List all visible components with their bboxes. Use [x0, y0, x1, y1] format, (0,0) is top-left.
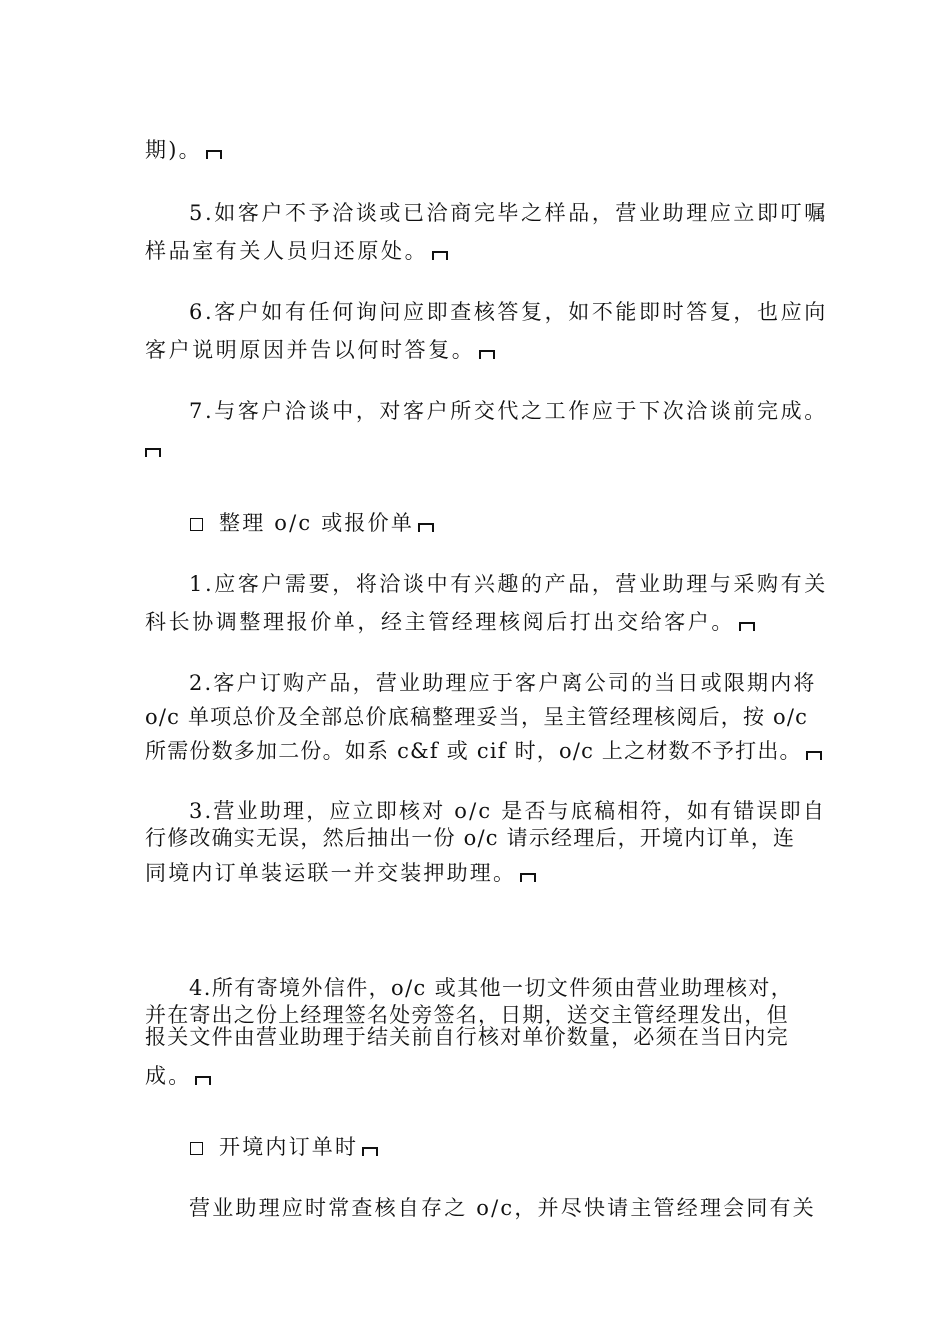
line-text: 并在寄出之份上经理签名处旁签名，日期，送交主管经理发出，但 — [145, 1003, 789, 1027]
line-text: 所需份数多加二份。如系 c&f 或 cif 时，o/c 上之材数不予打出。 — [145, 739, 802, 763]
line-text: 样品室有关人员归还原处。 — [145, 239, 429, 263]
line-text: 7.与客户洽谈中，对客户所交代之工作应于下次洽谈前完成。 — [189, 399, 828, 423]
paragraph-line — [189, 668, 817, 698]
paragraph-line — [145, 1022, 810, 1052]
line-text: 4.所有寄境外信件，o/c 或其他一切文件须由营业助理核对， — [189, 976, 794, 1000]
line-text: 同境内订单装运联一并交装押助理。 — [145, 861, 517, 885]
paragraph-mark-icon — [206, 150, 222, 159]
paragraph-line — [189, 569, 828, 599]
paragraph-line — [189, 396, 828, 426]
paragraph-line — [189, 973, 810, 1003]
paragraph-line — [145, 702, 810, 732]
heading-text: 开境内订单时 — [219, 1135, 359, 1159]
line-text: 科长协调整理报价单，经主管经理核阅后打出交给客户。 — [145, 610, 735, 634]
paragraph-line — [145, 1061, 810, 1091]
section-heading — [190, 1132, 855, 1162]
paragraph-mark-icon — [362, 1147, 378, 1156]
paragraph-line — [145, 335, 810, 365]
section-heading — [190, 508, 855, 538]
paragraph-line — [145, 236, 810, 266]
paragraph-mark-icon — [432, 251, 448, 260]
paragraph-line — [189, 297, 828, 327]
paragraph-mark-icon — [739, 622, 755, 631]
line-text: 报关文件由营业助理于结关前自行核对单价数量，必须在当日内完 — [145, 1025, 789, 1049]
paragraph-mark-icon — [145, 448, 161, 457]
line-text: 1.应客户需要，将洽谈中有兴趣的产品，营业助理与采购有关 — [189, 572, 828, 596]
paragraph-line — [145, 135, 810, 165]
line-text: 营业助理应时常查核自存之 o/c，并尽快请主管经理会同有关 — [189, 1196, 816, 1220]
paragraph-line — [145, 607, 810, 637]
checkbox-square-icon — [190, 1142, 203, 1155]
line-text: 5.如客户不予洽谈或已洽商完毕之样品，营业助理应立即叮嘱 — [189, 201, 828, 225]
line-text: 客户说明原因并告以何时答复。 — [145, 338, 476, 362]
line-text: 6.客户如有任何询问应即查核答复，如不能即时答复，也应向 — [189, 300, 828, 324]
checkbox-square-icon — [190, 518, 203, 531]
line-text: 成。 — [145, 1064, 192, 1088]
heading-text: 整理 o/c 或报价单 — [219, 511, 415, 535]
paragraph-mark-icon — [418, 523, 434, 532]
paragraph-mark-icon — [479, 350, 495, 359]
paragraph-mark-icon — [806, 751, 822, 760]
paragraph-mark-icon — [520, 873, 536, 882]
line-text: 2.客户订购产品，营业助理应于客户离公司的当日或限期内将 — [189, 671, 817, 695]
paragraph-line — [189, 1193, 816, 1223]
line-text: o/c 单项总价及全部总价底稿整理妥当，呈主管经理核阅后，按 o/c — [145, 705, 809, 729]
paragraph-mark-icon — [195, 1076, 211, 1085]
line-text: 期)。 — [145, 138, 202, 162]
paragraph-line — [189, 796, 827, 826]
paragraph-line — [145, 858, 810, 888]
paragraph-line — [145, 433, 810, 463]
paragraph-line — [145, 736, 810, 766]
paragraph-line — [145, 823, 810, 853]
paragraph-line — [189, 198, 828, 228]
line-text: 3.营业助理，应立即核对 o/c 是否与底稿相符，如有错误即自 — [189, 799, 827, 823]
line-text: 行修改确实无误，然后抽出一份 o/c 请示经理后，开境内订单，连 — [145, 826, 796, 850]
